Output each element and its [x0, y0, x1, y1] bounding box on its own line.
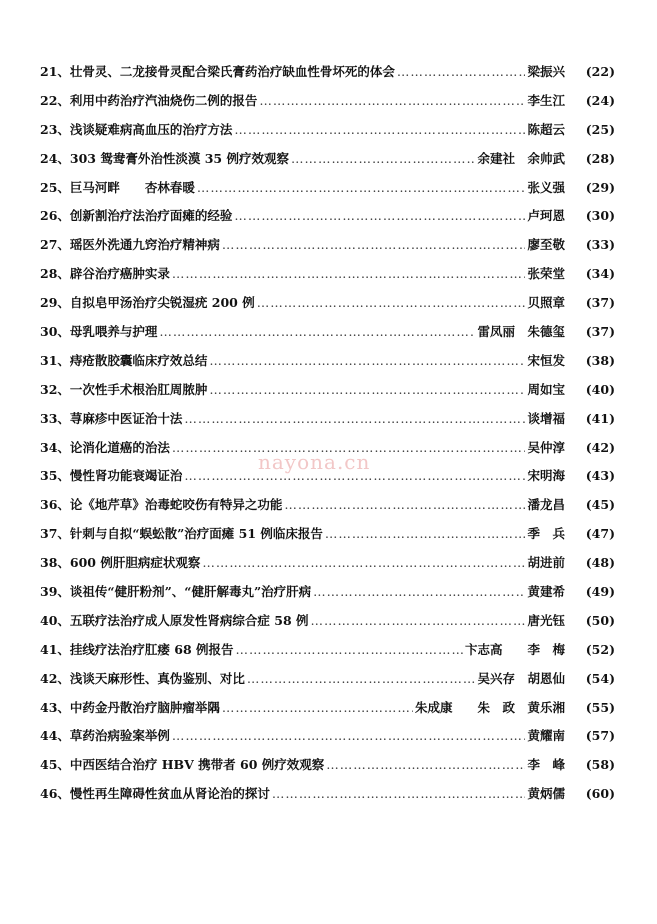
- toc-entry: [40, 178, 615, 207]
- toc-entry: [40, 784, 615, 813]
- entry-author: 黄耀南: [527, 728, 565, 744]
- entry-title: 42、浅谈天麻形性、真伪鉴别、对比: [40, 670, 245, 686]
- toc-entry: [40, 149, 615, 178]
- entry-page-number: (29): [585, 179, 615, 195]
- entry-page-number: (28): [585, 150, 615, 166]
- entry-title: 29、自拟皂甲汤治疗尖锐湿疣 200 例: [40, 295, 255, 311]
- entry-page-number: (42): [585, 439, 615, 455]
- entry-author: 贝照章: [527, 295, 565, 311]
- entry-author: 张义强: [527, 179, 565, 195]
- toc-entry: [40, 351, 615, 380]
- entry-author: 朱成康 朱 政 黄乐湘: [414, 699, 565, 715]
- toc-entry: [40, 380, 615, 409]
- dot-leader: [222, 237, 526, 252]
- entry-page-number: (38): [585, 352, 615, 368]
- entry-author: 周如宝: [527, 381, 565, 397]
- entry-title: 23、浅谈疑难病高血压的治疗方法: [40, 121, 233, 137]
- toc-entry: [40, 206, 615, 235]
- dot-leader: [209, 382, 525, 397]
- dot-leader: [247, 671, 476, 686]
- dot-leader: [272, 786, 526, 801]
- dot-leader: [202, 555, 525, 570]
- entry-title: 28、辟谷治疗癌肿实录: [40, 266, 170, 282]
- toc-entry: [40, 755, 615, 784]
- entry-title: 44、草药治病验案举例: [40, 728, 170, 744]
- entry-title: 45、中西医结合治疗 HBV 携带者 60 例疗效观察: [40, 757, 325, 773]
- entry-title: 46、慢性再生障碍性贫血从肾论治的探讨: [40, 786, 270, 802]
- watermark: nayona.cn: [258, 450, 371, 474]
- entry-title: 24、303 鸳鸯膏外治性淡漠 35 例疗效观察: [40, 150, 289, 166]
- dot-leader: [234, 208, 525, 223]
- entry-author: 余建社 余帅武: [477, 150, 565, 166]
- entry-title: 34、论消化道癌的治法: [40, 439, 170, 455]
- toc-entry: [40, 495, 615, 524]
- toc-entry: [40, 264, 615, 293]
- entry-author: 潘龙昌: [527, 497, 565, 513]
- toc-entry: [40, 640, 615, 669]
- entry-author: 雷凤丽 朱德玺: [477, 324, 565, 340]
- entry-page-number: (30): [585, 208, 615, 224]
- dot-leader: [172, 728, 526, 743]
- entry-title: 31、痔疮散胶囊临床疗效总结: [40, 352, 208, 368]
- entry-page-number: (25): [585, 121, 615, 137]
- entry-title: 27、瑶医外洗通九窍治疗精神病: [40, 237, 220, 253]
- dot-leader: [326, 757, 525, 772]
- toc-entry: [40, 293, 615, 322]
- dot-leader: [159, 324, 475, 339]
- toc-entry: [40, 409, 615, 438]
- entry-author: 梁振兴: [527, 64, 565, 79]
- entry-page-number: (45): [585, 497, 615, 513]
- entry-page-number: (58): [585, 757, 615, 773]
- entry-title: 35、慢性肾功能衰竭证治: [40, 468, 183, 484]
- entry-author: 卞志高 李 梅: [464, 641, 565, 657]
- toc-entry: [40, 611, 615, 640]
- entry-page-number: (48): [585, 555, 615, 571]
- dot-leader: [172, 266, 526, 281]
- entry-title: 22、利用中药治疗汽油烧伤二例的报告: [40, 92, 258, 108]
- entry-page-number: (40): [585, 381, 615, 397]
- entry-author: 谈增福: [527, 410, 565, 426]
- entry-title: 43、中药金丹散治疗脑肿瘤举隅: [40, 699, 220, 715]
- toc-entry: [40, 582, 615, 611]
- entry-page-number: (50): [585, 612, 615, 628]
- entry-title: 30、母乳喂养与护理: [40, 324, 158, 340]
- toc-entry: [40, 120, 615, 149]
- toc-entry: [40, 322, 615, 351]
- entry-page-number: (24): [585, 92, 615, 108]
- entry-author: 季 兵: [527, 526, 565, 542]
- dot-leader: [291, 151, 476, 166]
- dot-leader: [234, 122, 525, 137]
- dot-leader: [209, 353, 525, 368]
- entry-author: 胡进前: [527, 555, 565, 571]
- dot-leader: [284, 497, 525, 512]
- dot-leader: [257, 295, 526, 310]
- toc-entry: [40, 91, 615, 120]
- entry-page-number: (37): [585, 324, 615, 340]
- entry-page-number: (34): [585, 266, 615, 282]
- dot-leader: [184, 411, 525, 426]
- entry-title: 39、谈祖传“健肝粉剂”、“健肝解毒丸”治疗肝病: [40, 584, 312, 600]
- table-of-contents: [40, 62, 615, 813]
- dot-leader: [313, 584, 525, 599]
- entry-page-number: (57): [585, 728, 615, 744]
- toc-entry: [40, 524, 615, 553]
- entry-title: 38、600 例肝胆病症状观察: [40, 555, 201, 571]
- entry-author: 廖至敬: [527, 237, 565, 253]
- entry-page-number: (52): [585, 641, 615, 657]
- entry-title: 37、针刺与自拟“蜈蚣散”治疗面瘫 51 例临床报告: [40, 526, 323, 542]
- toc-entry: [40, 62, 615, 91]
- dot-leader: [311, 613, 526, 628]
- dot-leader: [222, 700, 413, 715]
- entry-title: 33、荨麻疹中医证治十法: [40, 410, 183, 426]
- dot-leader: [236, 642, 463, 657]
- dot-leader: [325, 526, 526, 541]
- entry-page-number: (47): [585, 526, 615, 542]
- entry-page-number: (54): [585, 670, 615, 686]
- entry-title: 40、五联疗法治疗成人原发性肾病综合症 58 例: [40, 612, 309, 628]
- toc-entry: [40, 698, 615, 727]
- entry-page-number: (22): [585, 64, 615, 79]
- dot-leader: [197, 180, 526, 195]
- entry-title: 36、论《地芹草》治毒蛇咬伤有特异之功能: [40, 497, 283, 513]
- entry-author: 陈超云: [527, 121, 565, 137]
- toc-entry: [40, 235, 615, 264]
- entry-author: 张荣堂: [527, 266, 565, 282]
- entry-title: 25、巨马河畔 杏林春暖: [40, 179, 195, 195]
- entry-title: 21、壮骨灵、二龙接骨灵配合梁氏膏药治疗缺血性骨坏死的体会: [40, 64, 395, 79]
- entry-author: 唐光钰: [527, 612, 565, 628]
- entry-page-number: (49): [585, 584, 615, 600]
- entry-author: 宋恒发: [527, 352, 565, 368]
- entry-author: 黄建希: [527, 584, 565, 600]
- toc-entry: [40, 726, 615, 755]
- toc-entry: [40, 553, 615, 582]
- entry-page-number: (60): [585, 786, 615, 802]
- dot-leader: [259, 93, 525, 108]
- entry-page-number: (37): [585, 295, 615, 311]
- entry-page-number: (55): [585, 699, 615, 715]
- entry-page-number: (41): [585, 410, 615, 426]
- entry-author: 李生江: [527, 92, 565, 108]
- entry-title: 41、挂线疗法治疗肛瘘 68 例报告: [40, 641, 234, 657]
- entry-author: 宋明海: [527, 468, 565, 484]
- toc-entry: [40, 669, 615, 698]
- entry-author: 李 峰: [527, 757, 565, 773]
- entry-author: 黄炳儒: [527, 786, 565, 802]
- entry-title: 32、一次性手术根治肛周脓肿: [40, 381, 208, 397]
- entry-author: 卢珂恩: [527, 208, 565, 224]
- entry-page-number: (43): [585, 468, 615, 484]
- entry-page-number: (33): [585, 237, 615, 253]
- entry-title: 26、创新割治疗法治疗面瘫的经验: [40, 208, 233, 224]
- entry-author: 吴仲淳: [527, 439, 565, 455]
- entry-author: 吴兴存 胡恩仙: [477, 670, 565, 686]
- dot-leader: [397, 64, 526, 79]
